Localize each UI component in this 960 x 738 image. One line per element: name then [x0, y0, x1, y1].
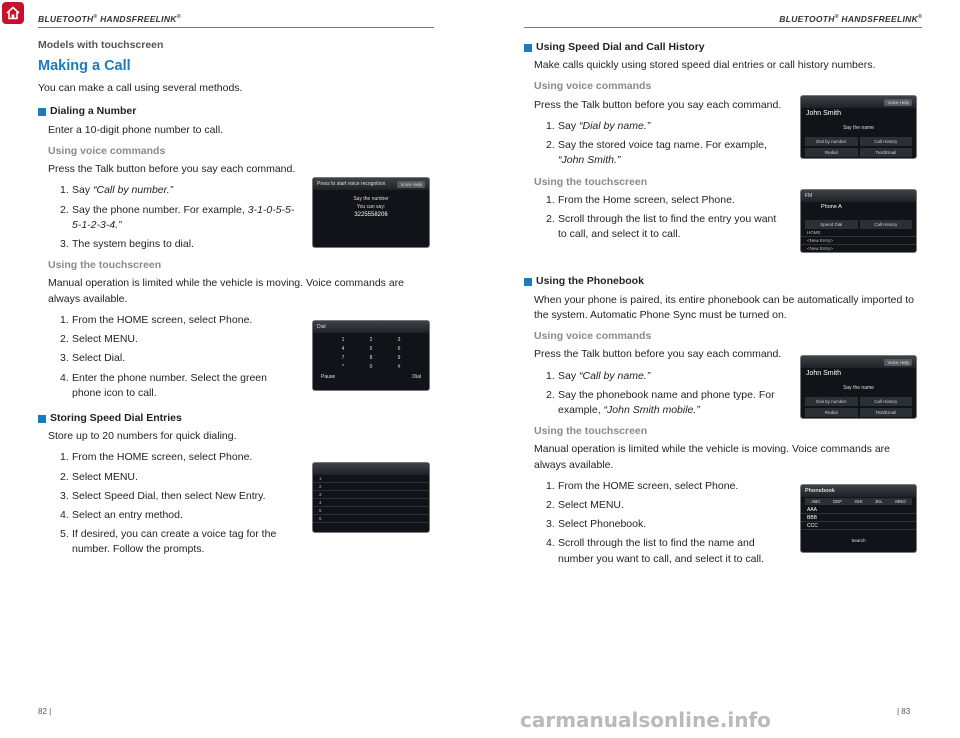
screen-prompt: Say the name: [843, 125, 874, 131]
command-item: Dial by number: [805, 397, 858, 406]
list-item: [546, 388, 784, 418]
table-row: 1: [313, 475, 429, 483]
step-number: 2.: [60, 203, 69, 216]
step-number: 1.: [60, 184, 69, 197]
phone-name: Phone A: [821, 204, 842, 210]
page-title: Making a Call: [38, 58, 131, 75]
step-number: 1.: [546, 369, 555, 382]
step-number: 4.: [60, 371, 69, 384]
list-item: [546, 119, 784, 134]
step-quote: “Call by number.”: [93, 184, 174, 197]
command-grid: [801, 397, 916, 417]
list-item: [546, 517, 784, 532]
step-text: Select MENU.: [558, 499, 624, 512]
step-number: 2.: [60, 470, 69, 483]
step-text: Say the phonebook name and phone type. For example,: [558, 388, 775, 416]
touchscreen-heading: Using the touchscreen: [534, 425, 648, 438]
header-reg: ®: [176, 14, 181, 21]
table-row: 3: [313, 491, 429, 499]
keypad-footer: [313, 374, 429, 380]
step-text: Select MENU.: [72, 333, 138, 346]
step-number: 1.: [546, 193, 555, 206]
touch-desc: Manual operation is limited while the vehicle is moving. Voice commands are always available.: [48, 277, 405, 305]
screen-status-bar: [313, 463, 429, 475]
bullet-square-icon: [524, 278, 532, 286]
home-icon: [5, 5, 21, 21]
dial-keypad-screenshot: [312, 320, 430, 391]
header-brand: BLUETOOTH: [779, 14, 835, 24]
step-text: From the HOME screen, select Phone.: [72, 451, 253, 464]
step-number: 1.: [546, 479, 555, 492]
list-item: [546, 138, 784, 168]
step-text: Scroll through the list to find the entry you want to call, and select it to call.: [558, 212, 777, 241]
voice-steps: [534, 119, 784, 169]
command-grid: [801, 137, 916, 157]
tab-speed-dial: Speed Dial: [805, 220, 858, 229]
step-number: 2.: [546, 212, 555, 225]
table-row: AAA: [801, 506, 916, 514]
bullet-square-icon: [38, 108, 46, 116]
section-heading-text: Storing Speed Dial Entries: [50, 411, 182, 424]
page-number-left: 82 |: [38, 707, 52, 716]
keypad-key: 0: [369, 364, 373, 370]
step-number: 1.: [60, 313, 69, 326]
step-text: Say the stored voice tag name. For example,: [558, 139, 767, 152]
step-text: From the HOME screen, select Phone.: [558, 479, 739, 492]
keypad-key: 5: [369, 346, 373, 352]
list-item: [60, 313, 298, 328]
step-text: Scroll through the list to find the name and number you want to call, and select it to call.: [558, 537, 765, 565]
keypad: [313, 333, 429, 374]
call-by-name-screenshot: [800, 355, 917, 419]
step-text: Select MENU.: [72, 470, 138, 483]
list-item: [60, 183, 298, 198]
command-item: Text/Email: [860, 148, 913, 157]
step-number: 2.: [546, 388, 555, 401]
keypad-key: 9: [397, 355, 401, 361]
step-number: 4.: [546, 537, 555, 550]
screen-status-bar: [801, 356, 916, 368]
list-item: [546, 193, 784, 208]
screen-prompt: Say the number: [353, 196, 389, 202]
step-text: From the Home screen, select Phone.: [558, 193, 735, 206]
voice-help-badge: Voice Help: [397, 181, 425, 188]
list-item: [546, 536, 784, 566]
list-item: [60, 450, 298, 465]
section-desc: Store up to 20 numbers for quick dialing.: [48, 430, 237, 443]
table-row: HOME: [801, 229, 916, 237]
phonebook-screenshot: [800, 484, 917, 553]
screen-prompt: Say the name: [843, 385, 874, 391]
speed-dial-list-screenshot: [312, 462, 430, 533]
screen-status-bar: [313, 321, 429, 333]
screen-dialed-number: 3225558206: [354, 212, 388, 218]
keypad-key: *: [342, 364, 344, 370]
speed-dial-screen-screenshot: [800, 189, 917, 253]
step-number: 2.: [60, 333, 69, 346]
screen-status-bar: [313, 178, 429, 190]
voice-steps: [48, 183, 298, 252]
list-item: [60, 237, 298, 252]
search-label: Search: [851, 538, 866, 543]
dial-by-name-screenshot: [800, 95, 917, 159]
voice-help-badge: Voice Help: [884, 99, 912, 106]
table-row: <New Entry>: [801, 237, 916, 245]
header-brand: BLUETOOTH: [38, 14, 94, 24]
list-item: [546, 498, 784, 513]
step-number: 3.: [60, 352, 69, 365]
home-button[interactable]: [2, 2, 24, 24]
step-text: Select Speed Dial, then select New Entry.: [72, 489, 266, 502]
keypad-key: 7: [341, 355, 345, 361]
step-quote: “Dial by name.”: [579, 119, 651, 132]
voice-commands-heading: Using voice commands: [48, 144, 166, 157]
section-heading-text: Dialing a Number: [50, 105, 137, 118]
list-item: [60, 508, 298, 523]
section-heading: [524, 274, 922, 289]
page-header-right: [779, 14, 922, 24]
touchscreen-heading: Using the touchscreen: [534, 175, 648, 188]
voice-desc: Press the Talk button before you say each command.: [534, 98, 782, 111]
touch-desc: Manual operation is limited while the vehicle is moving. Voice commands are always available.: [534, 443, 891, 471]
screen-status-bar: [801, 485, 916, 497]
section-heading: [38, 411, 434, 426]
table-row: CCC: [801, 522, 916, 530]
step-number: 1.: [60, 451, 69, 464]
table-row: 2: [313, 483, 429, 491]
screen-status-bar: [801, 96, 916, 108]
voice-steps: [534, 369, 784, 419]
command-item: Redial: [805, 148, 858, 157]
step-text: Say: [558, 369, 580, 382]
step-text: Enter the phone number. Select the green phone icon to call.: [72, 371, 267, 399]
voice-commands-heading: Using voice commands: [534, 330, 652, 343]
section-desc: Enter a 10-digit phone number to call.: [48, 123, 224, 136]
list-item: [60, 527, 298, 557]
keypad-key: 8: [369, 355, 373, 361]
header-divider: [524, 27, 922, 28]
contact-name: John Smith: [806, 370, 842, 377]
step-text: Select an entry method.: [72, 509, 183, 522]
keypad-key: 3: [397, 337, 401, 343]
alpha-tab: DEF: [832, 499, 842, 504]
table-row: <New Entry>: [801, 245, 916, 253]
list-item: [546, 212, 784, 242]
table-row: 5: [313, 507, 429, 515]
step-number: 1.: [546, 119, 555, 132]
list-item: [546, 479, 784, 494]
keypad-key: 4: [341, 346, 345, 352]
list-item: [60, 371, 298, 401]
step-number: 3.: [60, 489, 69, 502]
touch-steps: [534, 193, 784, 243]
step-text: Select Phonebook.: [558, 518, 647, 531]
list-item: [60, 203, 298, 233]
list-item: [60, 351, 298, 366]
speed-steps: [48, 450, 298, 557]
keypad-key: 1: [341, 337, 345, 343]
screen-source: FM: [805, 193, 813, 199]
voice-help-badge: Voice Help: [884, 359, 912, 366]
tab-row: [801, 220, 916, 229]
screen-title: Phonebook: [805, 488, 835, 494]
contact-name: John Smith: [806, 110, 842, 117]
page-header-left: [38, 14, 181, 24]
screen-prompt-sub: You can say:: [356, 204, 386, 210]
voice-dial-screenshot: [312, 177, 430, 248]
screen-bar-text: Press to start voice recognition: [317, 181, 386, 187]
command-item: Dial by number: [805, 137, 858, 146]
list-item: [546, 369, 784, 384]
header-text: HANDSFREELINK: [838, 14, 919, 24]
touch-steps: [48, 313, 298, 401]
step-text: From the HOME screen, select Phone.: [72, 313, 253, 326]
header-reg: ®: [93, 14, 98, 21]
section-desc: When your phone is paired, its entire phonebook can be automatically imported to the system. Automatic Phone Sync must be turned on.: [534, 293, 914, 321]
table-row: 6: [313, 515, 429, 523]
header-text: HANDSFREELINK: [97, 14, 177, 24]
step-number: 4.: [60, 509, 69, 522]
alpha-tab: MNO: [895, 499, 906, 504]
voice-commands-heading: Using voice commands: [534, 80, 652, 93]
step-text: Select Dial.: [72, 352, 126, 365]
step-number: 5.: [60, 528, 69, 541]
step-text: Say: [72, 184, 94, 197]
command-item: Redial: [805, 408, 858, 417]
step-quote: 3-1-0-5-5-5-1-2-3-4.”: [72, 203, 295, 231]
step-text: The system begins to dial.: [72, 237, 194, 250]
alpha-tab: GHI: [854, 499, 863, 504]
command-item: Call History: [860, 397, 913, 406]
step-text: Say: [558, 119, 580, 132]
section-desc: Make calls quickly using stored speed dial entries or call history numbers.: [534, 59, 876, 72]
header-reg: ®: [918, 14, 922, 21]
touchscreen-heading: Using the touchscreen: [48, 259, 162, 272]
command-item: Call History: [860, 137, 913, 146]
keypad-key: 6: [397, 346, 401, 352]
section-heading-text: Using the Phonebook: [536, 275, 644, 288]
pause-key: Pause: [321, 374, 336, 380]
voice-desc: Press the Talk button before you say each command.: [534, 348, 782, 361]
page-number-right: | 83: [897, 707, 911, 716]
alphabet-tabs: [805, 498, 912, 505]
step-text: Say the phone number. For example,: [72, 203, 248, 216]
bullet-square-icon: [38, 415, 46, 423]
step-text: If desired, you can create a voice tag for the number. Follow the prompts.: [72, 528, 277, 556]
screen-status-bar: [801, 190, 916, 202]
section-heading: [38, 104, 434, 119]
keypad-key: 2: [369, 337, 373, 343]
touch-steps: [534, 479, 784, 567]
step-quote: “John Smith mobile.”: [603, 403, 700, 416]
alpha-tab: JKL: [874, 499, 883, 504]
step-number: 2.: [546, 499, 555, 512]
voice-desc: Press the Talk button before you say each command.: [48, 163, 296, 176]
watermark: carmanualsonline.info: [520, 708, 771, 732]
list-item: [60, 470, 298, 485]
page-subtitle: Models with touchscreen: [38, 39, 164, 51]
keypad-key: #: [397, 364, 401, 370]
section-heading: [524, 40, 922, 55]
step-number: 2.: [546, 139, 555, 152]
list-item: [60, 332, 298, 347]
screen-bar-text: Dial: [317, 324, 326, 330]
step-number: 3.: [546, 518, 555, 531]
section-heading-text: Using Speed Dial and Call History: [536, 41, 705, 53]
bullet-square-icon: [524, 44, 532, 52]
step-quote: “John Smith.”: [558, 154, 621, 167]
header-divider: [38, 27, 434, 28]
header-reg: ®: [834, 14, 839, 21]
table-row: BBB: [801, 514, 916, 522]
dial-key: Dial: [412, 374, 421, 380]
table-row: 4: [313, 499, 429, 507]
command-item: Text/Email: [860, 408, 913, 417]
intro-text: You can make a call using several methods.: [38, 82, 243, 95]
step-quote: “Call by name.”: [579, 369, 651, 382]
list-item: [60, 489, 298, 504]
tab-call-history: Call History: [860, 220, 913, 229]
alpha-tab: ABC: [811, 499, 821, 504]
step-number: 3.: [60, 237, 69, 250]
